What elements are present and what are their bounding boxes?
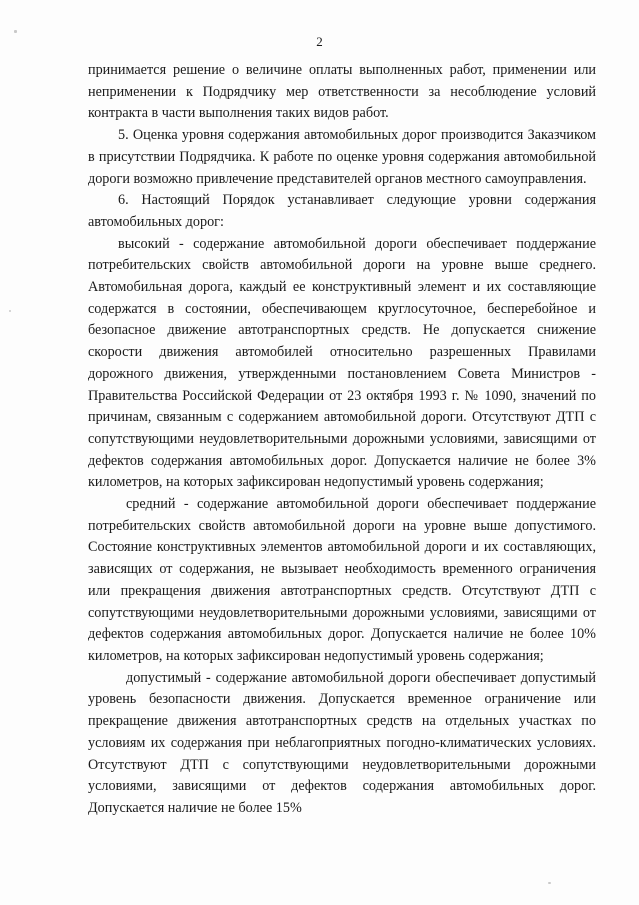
scan-speck (548, 882, 551, 884)
scan-speck (9, 310, 11, 312)
paragraph-level-medium: средний - содержание автомобильной дороги обеспечивает поддержание потребительских свойств автомобильной дороги на уровне выше допустимого. Состояние конструктивных элементов автомобильной дороги и их составляющих, зависящих от содержания, не вызывает необходимость временного ограничения или прекращения движения автотранспортных средств. Отсутствуют ДТП с сопутствующими неудовлетворительными дорожными условиями, зависящими от дефектов содержания автомобильных дорог. Допускается наличие не более 10% километров, на которых зафиксирован недопустимый уровень содержания; (88, 496, 596, 664)
paragraph-item-6: 6. Настоящий Порядок устанавливает следующие уровни содержания автомобильных дорог: (88, 192, 596, 230)
scan-speck (14, 30, 17, 33)
page-number: 2 (316, 34, 323, 49)
paragraph-level-high: высокий - содержание автомобильной дороги обеспечивает поддержание потребительских свойств автомобильной дороги на уровне выше среднего. Автомобильная дорога, каждый ее конструктивный элемент и их составляющие содержатся в состоянии, обеспечивающем круглосуточное, бесперебойное и безопасное движение автотранспортных средств. Не допускается снижение скорости движения автомобилей относительно разрешенных Правилами дорожного движения, утвержденными постановлением Совета Министров - Правительства Российской Федерации от 23 октября 1993 г. № 1090, значений по причинам, связанным с содержанием автомобильной дороги. Отсутствуют ДТП с сопутствующими неудовлетворительными дорожными условиями, зависящими от дефектов содержания автомобильных дорог. Допускается наличие не более 3% километров, на которых зафиксирован недопустимый уровень содержания; (88, 235, 596, 491)
document-body (88, 60, 596, 820)
paragraph-continuation: принимается решение о величине оплаты выполненных работ, применении или неприменении к Подрядчику мер ответственности за несоблюдение условий контракта в части выполнения таких видов работ. (88, 62, 596, 122)
paragraph-item-5: 5. Оценка уровня содержания автомобильных дорог производится Заказчиком в присутствии Подрядчика. К работе по оценке уровня содержания автомобильной дороги возможно привлечение представителей органов местного самоуправления. (88, 127, 596, 187)
paragraph-level-acceptable: допустимый - содержание автомобильной дороги обеспечивает допустимый уровень безопасности движения. Допускается временное ограничение или прекращение движения автотранспортных средств на отдельных участках по условиям их содержания при неблагоприятных погодно-климатических условиях. Отсутствуют ДТП с сопутствующими неудовлетворительными дорожными условиями, зависящими от дефектов содержания автомобильных дорог. Допускается наличие не более 15% (88, 669, 596, 816)
